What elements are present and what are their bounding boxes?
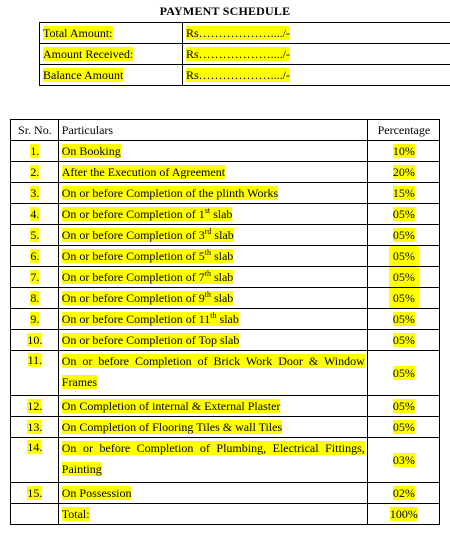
amount-value: Rs………………..../-: [183, 44, 450, 65]
table-row: 6. On or before Completion of 5th slab 05%: [11, 246, 440, 267]
table-total-row: [11, 504, 440, 525]
table-row: 9. On or before Completion of 11th slab 05%: [11, 309, 440, 330]
table-row: 1. On Booking 10%: [11, 141, 440, 162]
amount-label: Total Amount:: [40, 23, 183, 44]
amount-row-balance: [40, 65, 450, 86]
amount-summary-table: [39, 22, 450, 86]
amount-value: Rs………………..../-: [183, 65, 450, 86]
header-percentage: Percentage: [367, 120, 439, 141]
total-label: Total:: [61, 507, 90, 521]
amount-row-received: [40, 44, 450, 65]
table-header-row: [11, 120, 440, 141]
amount-label: Amount Received:: [40, 44, 183, 65]
table-row: 14. On or before Completion of Plumbing, Electrical Fittings, Painting 03%: [11, 438, 440, 483]
table-row: 12. On Completion of internal & External Plaster 05%: [11, 396, 440, 417]
table-row: 11. On or before Completion of Brick Work Door & Window Frames 05%: [11, 351, 440, 396]
total-percentage: 100%: [389, 507, 418, 521]
table-row: 7. On or before Completion of 7th slab 05%: [11, 267, 440, 288]
amount-row-total: [40, 23, 450, 44]
amount-value: Rs………………..../-: [183, 23, 450, 44]
header-sr-no: Sr. No.: [11, 120, 59, 141]
table-row: 13. On Completion of Flooring Tiles & wall Tiles 05%: [11, 417, 440, 438]
table-row: 15. On Possession 02%: [11, 483, 440, 504]
page-title: PAYMENT SCHEDULE: [159, 4, 291, 18]
payment-schedule-table: [10, 119, 440, 525]
table-row: 10. On or before Completion of Top slab 05%: [11, 330, 440, 351]
table-row: 5. On or before Completion of 3rd slab 05%: [11, 225, 440, 246]
table-row: 8. On or before Completion of 9th slab 05%: [11, 288, 440, 309]
amount-label: Balance Amount: [40, 65, 183, 86]
table-row: 2. After the Execution of Agreement 20%: [11, 162, 440, 183]
header-particulars: Particulars: [58, 120, 367, 141]
table-row: 4. On or before Completion of 1st slab 05%: [11, 204, 440, 225]
table-row: 3. On or before Completion of the plinth Works 15%: [11, 183, 440, 204]
